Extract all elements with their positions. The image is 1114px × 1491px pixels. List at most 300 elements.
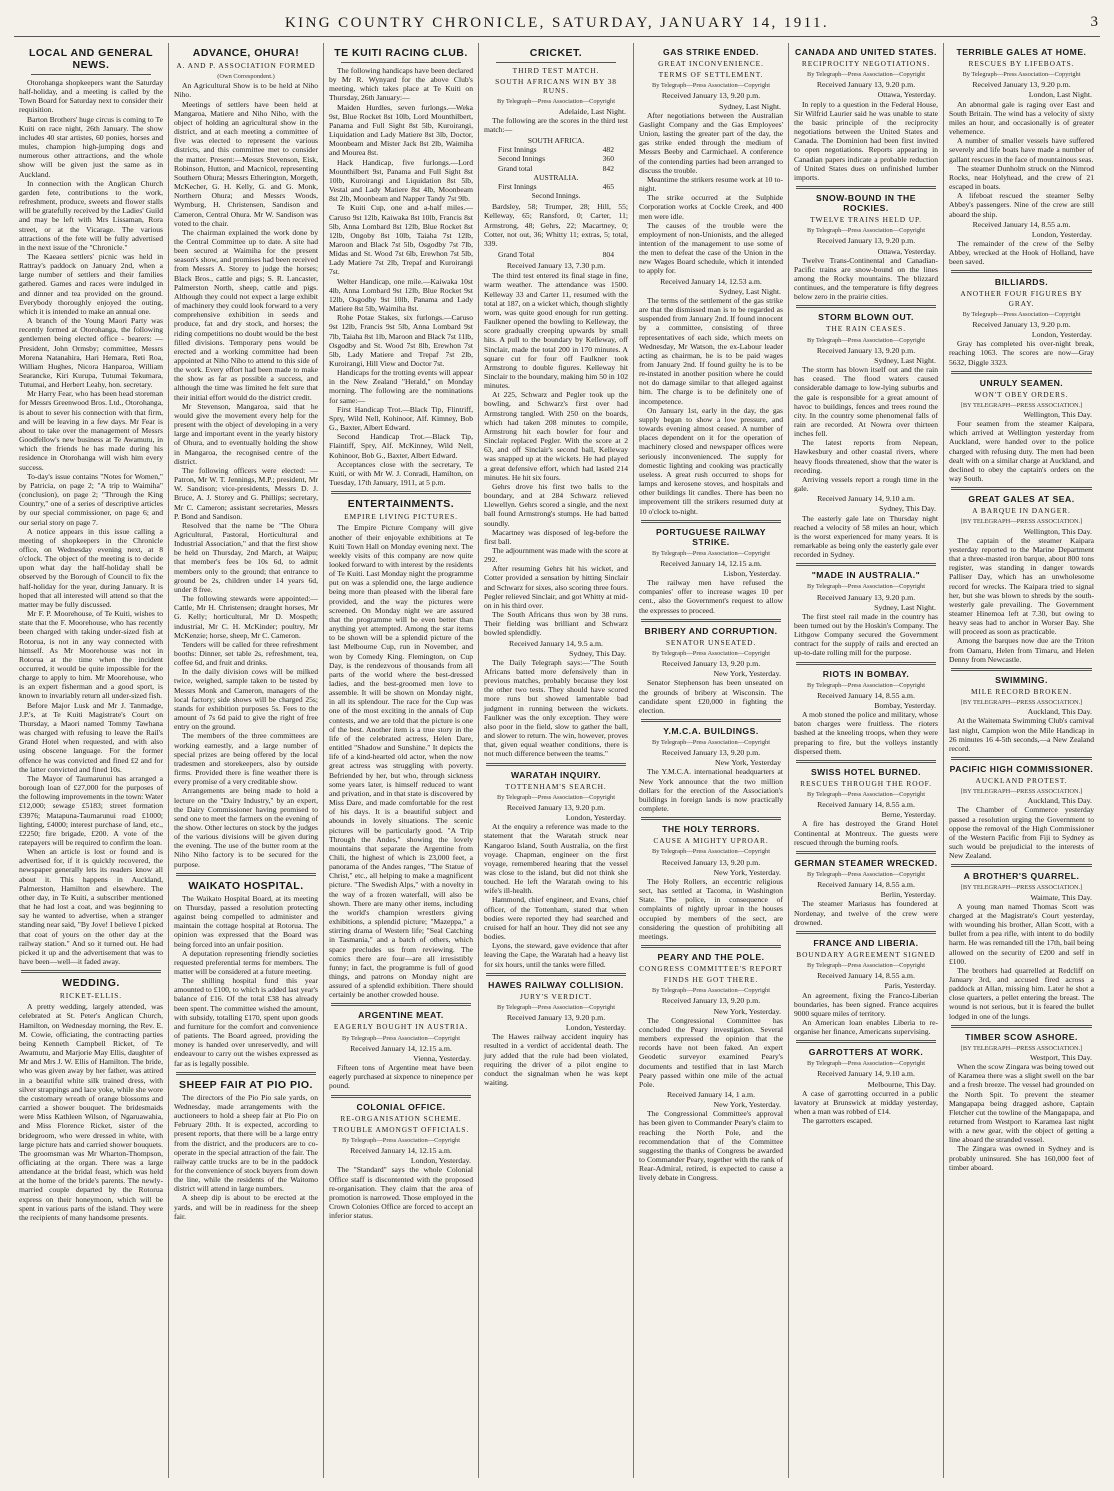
paragraph: Arriving vessels report a rough time in the gale. [794, 474, 938, 494]
paragraph: The following stewards were appointed:—Cattle, Mr H. Christensen; draught horses, Mr G. Kelly; horticultural, Mr D. Mospeth; industrial, Mr C. H. McKinder; poultry, Mr McKenzie; horse, sheep, Mr C. Cameron. [174, 594, 318, 640]
telegraph-credit: By Telegraph—Press Association—Copyright [651, 848, 770, 856]
divider [331, 491, 471, 494]
divider [641, 817, 781, 820]
received-line: Received January 13, 9.20 p.m. [972, 319, 1071, 329]
telegraph-credit: By Telegraph—Press Association—Copyright [806, 71, 925, 79]
paragraph: Mr Harry Fear, who has been head storeman for Messrs Greenwood Bros. Ltd., Otorohanga, is about to sever his connection with that firm, and will be leaving in a few days. Mr Fear is about to take over the management of Messrs Goodfellow's new business at Te Awamutu, in which the friends he has made during his residence in Otorohanga will wish him every success. [19, 389, 163, 472]
article-subheading: THIRD TEST MATCH. [512, 66, 600, 75]
received-line: Received January 14, 8.55 a.m. [817, 690, 915, 700]
dateline: New York, Yesterday. [713, 1100, 781, 1110]
correspondent-line: (Own Correspondent.) [217, 73, 275, 81]
article-heading: ARGENTINE MEAT. [358, 1010, 444, 1021]
score-value: 804 [602, 249, 614, 259]
article-heading: CRICKET. [529, 47, 583, 59]
article-subheading: THE RAIN CEASES. [826, 324, 906, 334]
divider [951, 371, 1092, 374]
received-line: Received January 14, 9.10 a.m. [817, 1069, 915, 1079]
column-3 [324, 43, 479, 1478]
received-line: Received January 13, 9.20 p.m. [506, 802, 606, 812]
dateline: London, Yesterday. [410, 1156, 471, 1166]
paragraph: Resolved that the name be "The Ohura Agricultural, Pastoral, Horticultural and Industrial Association," and that the first show be held on Thursday, 2nd March, at Waipu; that member's fees be 10s 6d, to admit members only to the ground; that entrance to ground be 2s, children under 14 years 6d, under 8 free. [174, 520, 318, 594]
paragraph: The Daily Telegraph says:—"The South Africans batted more defensively than in previous matches, probably because they lost the other two tests. They should have scored more runs but showed lamentable bad judgment in running between the wickets. Faulkner was the only exception. They were also poor in the field, slow to gather the ball, and slower to return. The win, however, proves that, given equal weather conditions, there is not much difference between the teams." [484, 657, 628, 759]
article-heading: WEDDING. [62, 977, 120, 990]
received-line: Received January 13, 7.30 p.m. [506, 261, 606, 271]
divider [176, 873, 316, 876]
paragraph: The South Africans thus won by 38 runs. Their fielding was brilliant and Schwarz bowled splendidly. [484, 610, 628, 638]
paragraph: An abnormal gale is raging over East and South Britain. The wind has a velocity of sixty miles an hour, and occasionally is of greater vehemence. [949, 99, 1094, 137]
article-heading: FRANCE AND LIBERIA. [813, 937, 919, 948]
paragraph: The brothers had quarrelled at Redcliff on January 3rd, and accused fired across a paddock at Allan, missing him. Later he shot a close quarters, a pellet entering the breast. The wound is not serious, but it is feared the bullet lodged in one of the lungs. [949, 965, 1094, 1021]
team-name: SOUTH AFRICA. [527, 136, 585, 146]
paragraph: Maiden Hurdles, seven furlongs.—Weka 9st, Blue Rocket 8st 10lb, Lord Mounthilbert, Panama and Full Sight 8st 5lb, Kuroirangi, Liquidation and Lady Matiere 8st 3lb, Doctor, Moonbeam and Mister Jack 8st 2lb, Waimiha and Mourea 8st. [329, 102, 473, 158]
received-line: Received January 13, 9.20 p.m. [661, 857, 761, 867]
paragraph: Hammond, chief engineer, and Evans, chief officer, of the Tottenham, stated that when bodies were reported they had searched and cruised for half an hour. They did not see any bodies. [484, 895, 628, 942]
columns [14, 43, 1100, 1478]
article-heading: PEARY AND THE POLE. [657, 951, 765, 962]
article-heading: SNOW-BOUND IN THE ROCKIES. [816, 193, 916, 214]
score-row [484, 182, 628, 191]
article-heading: A BROTHER'S QUARREL. [963, 871, 1080, 882]
article-heading: COLONIAL OFFICE. [356, 1101, 446, 1112]
dateline: Ottawa, Yesterday. [877, 90, 936, 100]
telegraph-credit: By Telegraph—Press Association—Copyright [341, 1034, 460, 1042]
paragraph: In the daily division cows will be milked twice, weighed, sample taken to be tested by Messrs Monk and Cameron, managers of the local factory; side shows will be charged 25s; stands for exhibition purposes 5s. Fees to the amount of 7s 6d paid to give the right of free entry on the ground. [174, 667, 318, 732]
article-subheading: RECIPROCITY NEGOTIATIONS. [801, 59, 931, 68]
divider [21, 970, 161, 973]
paragraph: Mr F. P. Moorehouse, of Te Kuiti, wishes to state that the F. Moorehouse, who has recently been charged with taking under-sized fish at Rotorua, is not in any way connected with himself. As Mr Moorehouse was not in Rotorua at the time when the incident occurred, it would be quite impossible for the charge to apply to him. Mr Moorehouse, who is an expert fisherman and a good sport, is known to invariably return all under-sized fish. [19, 609, 163, 701]
telegraph-credit: By Telegraph—Press Association—Copyright [806, 1060, 925, 1068]
received-line: Received January 13, 9.20 p.m. [816, 345, 916, 355]
article-heading: GREAT GALES AT SEA. [968, 494, 1075, 505]
telegraph-credit: By Telegraph—Press Association—Copyright [651, 549, 770, 557]
divider [641, 520, 781, 523]
divider [796, 851, 936, 854]
paragraph: Among the barques now due are the Triton from Oamaru, Helen from Timaru, and Helen Denny from Newcastle. [949, 636, 1094, 664]
paragraph: The terms of the settlement of the gas strike are that the dismissed man is to be regarded as suspended from January 2nd. If found innocent by a committee, consisting of three representatives of each side, which meets on Wednesday, Mr Watson, the ex-Labour leader acting as chairman, he is to be paid wages from January 2nd. If found guilty he is to be re-instated in another position where he could not do damage similar to that alleged against him. The charge is to be definitely one of incompetence. [639, 295, 783, 406]
paragraph: A sheep dip is about to be erected at the yards, and will be in readiness for the sheep fair. [174, 1193, 318, 1221]
paragraph: The chairman explained the work done by the Central Committee up to date. A site had been secured at Waimiha for the present season's show, and promises had been received from Messrs A. Storey to judge the horses; Black Bros., cattle and pigs; S. R. Lancaster, Palmerston North, sheep, cattle and pigs. Although they could not expect a large exhibit of machinery they could look forward to a very comprehensive exhibition in seeds and produce, fat and dry stock, and horses; the riding competitions no doubt would be the best filled divisions. Temporary pens would be erected and a working committee had been appointed at Niho Niho to attend to this side of the work. Every effort had been made to make the show as far as possible a success, and although the time was limited he felt sure that their initial effort would do the district credit. [174, 227, 318, 402]
paragraph: The latest reports from Nepean, Hawkesbury and other coastal rivers, where heavy floods threatened, show that the water is receding. [794, 438, 938, 475]
paragraph: A lifeboat rescued the steamer Selby Abbey's passengers. Nine of the crew are still aboard the ship. [949, 191, 1094, 219]
telegraph-credit: By Telegraph—Press Association—Copyright [806, 791, 925, 798]
divider [496, 62, 616, 63]
paragraph: The captain of the steamer Kaipara yesterday reported to the Marine Department that a three-masted iron barque, about 800 tons register, was standing in danger towards Palliser Day, which has an unwholesome record for wrecks. The Kaipara tried to signal her, but she was blown to shreds by the south-westerly gale prevailing. The Government steamer Hinemoa left at 7.30, but owing to heavy seas had to anchor in Worser Bay. She will proceed as soon as practicable. [949, 535, 1094, 637]
paragraph: The steamer Dunholm struck on the Nimrod Rocks, near Holyhead, and the crew of 21 escaped in boats. [949, 163, 1094, 192]
dateline: London, Yesterday. [1031, 330, 1092, 340]
scoreboard [484, 250, 628, 259]
article-heading: UNRULY SEAMEN. [979, 377, 1064, 388]
team-name: AUSTRALIA. [533, 172, 579, 182]
received-line: Received January 14, 8.55 a.m. [972, 219, 1071, 229]
score-value: 360 [602, 154, 614, 164]
article-heading: Y.M.C.A. BUILDINGS. [663, 726, 759, 736]
article-subheading: JURY'S VERDICT. [519, 991, 593, 1001]
dateline: Waimate, This Day. [1030, 892, 1092, 902]
dateline: New York, Yesterday. [713, 669, 781, 679]
article-subheading: SENATOR UNSEATED. [665, 637, 757, 647]
dateline: London, Yesterday. [565, 813, 626, 823]
score-value: 842 [602, 163, 614, 173]
telegraph-credit: [BY TELEGRAPH—PRESS ASSOCIATION.] [960, 518, 1083, 526]
telegraph-credit: By Telegraph—Press Association—Copyright [496, 98, 615, 106]
paragraph: In connection with the Anglican Church garden fete, contributions to the work, refreshment, produce, sweets and flower stalls will be gratefully received by the Ladies' Guild and may be left with Mrs Lissaman, Rora street, or at the Vicarage. The various attractions of the fete will be fully advertised in the next issue of the "Chronicle." [19, 178, 163, 252]
received-line: Received January 14, 12.15 a.m. [350, 1043, 452, 1053]
score-label: First Innings [498, 181, 537, 191]
paragraph: The directors of the Pio Pio sale yards, on Wednesday, made arrangements with the auctioneers to hold a sheep fair at Pio Pio on February 20th. It is expected, according to present reports, that there will be a large entry from the district, and the producers are to co-operate in the special attraction of the fair. The railway cattle trucks are to be in the paddock for the convenience of stock buyers from down the line, while the residents of the Waitomo district will attend in large numbers. [174, 1092, 318, 1194]
paragraph: The Mayor of Taumarunui has arranged a borough loan of £27,000 for the purposes of the following improvements in the town: Water £12,000; sewage £5183; street formation £3976; Matapuna-Taumarunui road £1000; lighting, £4000; interest purchase of land, etc., £2250; fire brigade, £200. A vote of the ratepayers will be required to confirm the loan. [19, 773, 163, 847]
divider [796, 305, 936, 308]
paragraph: Twelve Trans-Continental and Canadian-Pacific trains are snow-bound on the lines among the Rocky mountains. The blizzard continues, and the temperature is fifty degrees below zero in the prairie cities. [794, 255, 938, 302]
article-heading: WAIKATO HOSPITAL. [188, 879, 304, 892]
article-heading: GERMAN STEAMER WRECKED. [794, 857, 938, 868]
article-subheading: A BARQUE IN DANGER. [972, 506, 1071, 516]
paragraph: A fire has destroyed the Grand Hotel Continental at Montreux. The guests were rescued through the burning roofs. [794, 819, 938, 847]
paragraph: A young man named Thomas Scott was charged at the Magistrate's Court yesterday, with wounding his brother, Allan Scott, with a bullet from a pea rifle, with intent to do bodily harm. He was remanded till the 17th, bail being allowed on the security of £200 and self in £100. [949, 901, 1094, 966]
divider [796, 1040, 936, 1043]
divider [796, 563, 936, 566]
paragraph: The shilling hospital fund this year amounted to £100, to which is added last year's balance of £16. Of the total £38 has already been spent. The committee wished the amount, with subsidy, totalling £170, spent upon goods and furniture for the comfort and convenience of patients. The Board agreed, providing the money is handed over unreservedly, and will endeavour to carry out the wishes expressed as far as is legally possible. [174, 976, 318, 1068]
dateline: Melbourne, This Day. [867, 1079, 936, 1089]
dateline: Sydney, This Day. [569, 648, 626, 658]
dateline: Lisbon, Yesterday. [723, 568, 781, 578]
paragraph: The Congressional Committee's approval has been given to Commander Peary's claim to reaching the North Pole, and the recommendation that of the Committee suggesting the thanks of Congress be awarded to Commander Peary, together with the rank of Rear-Admiral, retired, is expected to cause a lively debate in Congress. [639, 1109, 783, 1183]
divider [331, 1095, 471, 1098]
paragraph: The easterly gale late on Thursday night reached a velocity of 58 miles an hour, which is the worst experienced for many years. It is remarkable as being only the easterly gale ever recorded in Sydney. [794, 513, 938, 560]
paragraph: Otorohanga shopkeepers want the Saturday half-holiday, and a meeting is called by the Town Board for Saturday next to consider their requisition. [19, 78, 163, 115]
paragraph: The Kaeaea settlers' picnic was held in Rattray's paddock on January 2nd, when a large number of settlers and their families gathered. Games and races were indulged in and dinner and tea provided on the ground. Everybody thoroughly enjoyed the outing, which it is intended to make an annual one. [19, 251, 163, 316]
divider [796, 186, 936, 189]
article-subheading: EMPIRE LIVING PICTURES. [344, 512, 458, 522]
dateline: Wellington, This Day. [1023, 410, 1092, 419]
dateline: Vienna, Yesterday. [413, 1053, 471, 1063]
article-subheading: TERMS OF SETTLEMENT. [658, 70, 764, 80]
dateline: London, Yesterday. [1031, 229, 1092, 239]
dateline: New York, Yesterday. [713, 1006, 781, 1016]
divider [951, 487, 1092, 490]
received-line: Received January 14, 8.55 a.m. [817, 880, 915, 890]
received-line: Received January 14, 12.15 a.m. [350, 1146, 452, 1156]
paragraph: Fifteen tons of Argentine meat have been eagerly purchased at sixpence to ninepence per pound. [329, 1063, 473, 1091]
article-subheading: RESCUES THROUGH THE ROOF. [800, 778, 932, 788]
article-heading: ENTERTAINMENTS. [347, 498, 455, 511]
paragraph: The Zingara was owned in Sydney and is probably uninsured. She has 160,000 feet of timber aboard. [949, 1144, 1094, 1172]
received-line: Received January 13, 9.20 p.m. [816, 592, 916, 602]
masthead [14, 14, 1100, 37]
score-label: Second Innings [498, 154, 546, 164]
paragraph: Arrangements are being made to hold a lecture on the "Dairy Industry," by an expert, the Dairy Commissioner having promised to send one to meet the farmers on the evening of the show. Other lectures on stock by the judges of the various divisions will be given during the evening. The use of the butter room at the Niho Niho factory is to be secured for the purpose. [174, 786, 318, 869]
dateline: Sydney, Last Night. [719, 286, 781, 296]
dateline: Sydney, Last Night. [874, 602, 936, 612]
telegraph-credit: By Telegraph—Press Association—Copyright [962, 310, 1081, 318]
article-subheading: ANOTHER FOUR FIGURES BY GRAY. [960, 289, 1083, 308]
divider [951, 668, 1092, 671]
score-row [484, 250, 628, 259]
received-line: Received January 14, 1 a.m. [666, 1090, 756, 1099]
paragraph: At the enquiry a reference was made to the statement that the Waratah struck near Kangaroo Island, South Australia, on the first voyage. Chapman, engineer on the first voyage, remembered hearing that the vessel was close to the island, but did not think she touched. He left the Waratah owing to his wife's ill-health. [484, 822, 628, 896]
paragraph: Meantime the strikers resume work at 10 to-night. [639, 174, 783, 194]
article-subheading: RICKET-ELLIS. [59, 991, 123, 1001]
telegraph-credit: By Telegraph—Press Association—Copyright [806, 681, 925, 689]
dateline: Ottawa, Yesterday. [877, 246, 936, 256]
paragraph: A number of smaller vessels have suffered severely and life boats have made a number of gallant rescues in the face of mountainous seas. [949, 136, 1094, 164]
divider [951, 1025, 1092, 1028]
dateline: Adelaide, Last Night. [558, 106, 626, 116]
paragraph: The adjournment was made with the score at 292. [484, 545, 629, 565]
paragraph: When an article is lost or found and is advertised for, if it is quickly recovered, the newspaper generally lets its readers know all about it. This happens in Auckland, Palmerston, Hamilton and elsewhere. The other day, in Te Kuiti, a subscriber mentioned that he had lost a coat, and was beginning to say he wanted to advertise, when a stranger standing near said, "By Jove! I believe I picked that coat of yours on the other day at the railway station." And so it turned out. He had picked it up and the advertisement that was to have been—well—it faded away. [19, 847, 163, 966]
dateline: London, Yesterday. [565, 1023, 626, 1033]
article-heading: SWIMMING. [995, 674, 1048, 685]
telegraph-credit: [BY TELEGRAPH—PRESS ASSOCIATION.] [960, 699, 1083, 707]
score-value: 482 [602, 145, 614, 155]
score-row [484, 145, 628, 154]
divider [641, 945, 781, 948]
paragraph: The Holy Rollers, an eccentric religious sect, has settled at Tacoma, in Washington State. The police, in consequence of complaints of nightly uproar in the houses occupied by members of the sect, are considering the question of prohibiting all meetings. [639, 876, 783, 941]
article-subheading: RE-ORGANISATION SCHEME. [340, 1113, 462, 1123]
divider [341, 62, 461, 63]
paragraph: The steamer Mariasus has foundered at Nordenay, and twelve of the crew were drowned. [794, 899, 938, 927]
divider [796, 662, 936, 665]
article-subheading: TOTTENHAM'S SEARCH. [505, 781, 607, 791]
received-line: Received January 13, 9.20 p.m. [661, 659, 761, 669]
article-heading: BRIBERY AND CORRUPTION. [644, 625, 778, 636]
dateline: Sydney, Last Night. [874, 355, 936, 365]
article-heading: GARROTTERS AT WORK. [808, 1047, 924, 1058]
score-label: First Innings [498, 145, 537, 155]
paragraph: After resuming Gehrs hit his wicket, and Cotter provided a sensation by hitting Sinclair and Schwarz for sixes, also scoring three fours. Pegler relieved Sinclair, and got Whitty at mid-on in his third over. [484, 564, 628, 610]
paragraph: The Chamber of Commerce yesterday passed a resolution urging the Government to oppose the removal of the High Commissioner of the Western Pacific from Fiji to Sydney as such would be prejudicial to the interests of New Zealand. [949, 805, 1094, 861]
divider [641, 619, 781, 622]
paragraph: The strike occurred at the Sulphide Corporation works at Cockle Creek, and 400 men were idle. [639, 193, 783, 221]
telegraph-credit: By Telegraph—Press Association—Copyright [806, 583, 925, 591]
telegraph-credit: [BY TELEGRAPH—PRESS ASSOCIATION.] [960, 401, 1083, 409]
dateline: Paris, Yesterday. [884, 981, 936, 991]
received-line: Received January 13, 9.20 p.m. [816, 236, 916, 246]
article-subheading: CAUSE A MIGHTY UPROAR. [653, 836, 769, 846]
dateline: Berne, Yesterday. [881, 810, 936, 820]
paragraph: The following officers were elected: —Patron, Mr W. T. Jennings, M.P.; president, Mr W. Sandison; vice-presidents, Messrs D. J. Bruce, A. J. Storey and G. Phillips; secretary, Mr C. Cameron; assistant secretaries, Messrs P. Bond and Sandison. [174, 465, 318, 521]
received-line: Received January 13, 9.20 p.m. [816, 80, 916, 90]
paragraph: Macartney was disposed of leg-before the first ball. [484, 527, 628, 546]
paragraph: In reply to a question in the Federal House, Sir Wilfrid Laurier said he was unable to state the basic principle of the reciprocity negotiations between the United States and Canada. The Dominion had been first invited to open negotiations. Reports appearing in Canadian papers indicate a probable reduction of United States dues on unfinished lumber imports. [794, 99, 938, 182]
received-line: Received January 14, 12.15 a.m. [660, 558, 762, 568]
paragraph: Mr Stevenson, Mangaroa, said that he would give the movement every help for the present with the object of developing in a very large and important event in the yearly history of Ohura, and to eventually holding the show in Mangaroa, the recognised centre of the district. [174, 401, 318, 466]
paragraph: A pretty wedding, largely attended, was celebrated at St. Peter's Anglican Church, Hamilton, on Wednesday morning, the Rev. E. M. Cowie, officiating, the contracting parties being Kenneth Campbell Ricket, of Te Awamutu, and Marjorie May Ellis, daughter of Mr and Mrs J. W. Ellis of Hamilton. The bride, who was given away by her father, was attired in a beautiful white silk trained dress, with silver strappings and lace yoke, while she wore the customary wreath of orange blossoms and carried a shower bouquet. The bridesmaids were Miss Kathleen Wilson, of Ngaruawahia, and Miss Florence Ricket, sister of the bridegroom, who were dressed in white, with large picture hats and carried shower bouquets. The groomsman was Mr Wharton-Thompson, officiating at the organ. There was a large attendance at the bridal feast, which was held at the home of the bride's parents. The newly-married couple departed by the Rotorua express on their honeymoon, which will be spent in various parts of the island. They were the recipients of many handsome presents. [19, 1002, 163, 1222]
score-row [484, 154, 628, 163]
article-heading: TE KUITI RACING CLUB. [334, 47, 468, 59]
column-7 [944, 43, 1099, 1478]
paragraph: The Hawes railway accident inquiry has resulted in a verdict of accidental death. The jury added that the rule had been violated, requiring the driver of a pilot engine to conduct the signalman when he was kept waiting. [484, 1032, 628, 1088]
article-heading: ADVANCE, OHURA! [192, 47, 300, 59]
paragraph: The railway men have refused the companies' offer to increase wages 10 per cent., also the Government's request to allow the expresses to proceed. [639, 578, 783, 615]
paragraph: The Y.M.C.A. international headquarters at New York announce that the two million dollars for the erection of the Association's buildings in foreign lands is now practically complete. [639, 767, 783, 814]
telegraph-credit: By Telegraph—Press Association—Copyright [651, 649, 770, 657]
paragraph: Bardsley, 58; Trumper, 28; Hill, 55; Kelleway, 65; Ransford, 0; Carter, 11; Armstrong, 48; Gehrs, 22; Macartney, 0; Cotter, not out, 36; Whitty 11; extras, 5; total, 339. [484, 202, 628, 248]
masthead-title: KING COUNTRY CHRONICLE, SATURDAY, JANUARY 14, 1911. [284, 15, 830, 31]
paragraph: Before Major Lusk and Mr J. Tanmadge, J.P.'s, at Te Kuiti Magistrate's Court on Thursday, a Maori named Tommy Tawhana was charged with refusing to leave the Rail's Grand Hotel when requested, and with also using obscene language. For the former offence he was convicted and fined £2 and for the latter convicted and fined 10s. [19, 700, 163, 774]
paragraph: The following handicaps have been declared by Mr R. Wynyard for the above Club's meeting, which takes place at Te Kuiti on Thursday, 26th January:— [329, 66, 473, 103]
column-4 [479, 43, 634, 1478]
paragraph: The causes of the trouble were the employment of non-Unionists, and the alleged intention of the management to use some of the men to defeat the case of the Union in the new Wages Board schedule, which it intended to apply for. [639, 220, 783, 276]
paragraph: Second Handicap Trot.—Black Tip, Flaintiff, Spry, Alf. McKinney, Wild Nell, Kohinoor, Bob G., Baxter, Albert Edward. [329, 432, 473, 460]
paragraph: A mob stoned the police and military, whose baton charges were fruitless. The rioters bashed at the kneeling troops, when they were preparing to fire, but the volleys instantly dispersed them. [794, 710, 938, 756]
paragraph: Handicaps for the trotting events will appear in the New Zealand "Herald," on Monday morning. The following are the nominations for same:— [329, 368, 473, 405]
dateline: Wellington, This Day. [1023, 526, 1092, 536]
dateline: Sydney, This Day. [879, 504, 936, 514]
paragraph: Gehrs drove his first two balls to the boundary, and at 284 Schwarz relieved Llewellyn. Gehrs scored a single, and the next ball found Armstrong's stumps. He had batted soundly. [484, 481, 628, 528]
received-line: Received January 13, 9.20 p.m. [661, 748, 761, 758]
divider [331, 1003, 471, 1006]
paragraph: The remainder of the crew of the Selby Abbey, wrecked at the Hook of Holland, have been saved. [949, 238, 1094, 267]
received-line: Received January 13, 9.20 p.m. [661, 996, 761, 1006]
article-heading: PORTUGUESE RAILWAY STRIKE. [656, 526, 766, 547]
divider [486, 763, 626, 766]
article-subheading: CONGRESS COMMITTEE'S REPORT [639, 963, 783, 973]
score-value: 465 [602, 181, 614, 191]
column-1 [14, 43, 169, 1478]
divider [796, 760, 936, 763]
paragraph: Welter Handicap, one mile.—Kaiwaka 10st 4lb, Anna Lombard 9st 12lb, Blue Rocket 9st 12lb, Osgodby 9st 10lb, Panama and Lady Matiere 8st 5lb, Waimiha 8st. [329, 276, 473, 314]
telegraph-credit: By Telegraph—Press Association—Copyright [806, 336, 925, 344]
article-heading: TIMBER SCOW ASHORE. [965, 1031, 1078, 1042]
dateline: Berlin, Yesterday. [880, 890, 936, 900]
dateline: New York, Yesterday [714, 758, 781, 768]
paragraph: When the scow Zingara was being towed out of Karamea there was a slight swell on the bar and a fresh breeze. The vessel had grounded on the North Spit. To prevent the steamer Mangapapa being dragged ashore, Captain Fletcher cut the towline of the Mangapapa, and returned from Westport to Karamea last night with a new gear, with the object of getting a line aboard the stranded vessel. [949, 1062, 1094, 1145]
paragraph: The following are the scores in the third test match:— [484, 115, 628, 134]
paragraph: The Waikato Hospital Board, at its meeting on Thursday, passed a resolution protecting against being compelled to administer and maintain the cottage hospital at Rotorua. The opinion was expressed that the Board was being forced into an unfair position. [174, 893, 318, 949]
telegraph-credit: By Telegraph—Press Association—Copyright [806, 870, 925, 878]
telegraph-credit: [BY TELEGRAPH—PRESS ASSOCIATION.] [960, 788, 1083, 796]
dateline: Auckland, This Day. [1027, 707, 1092, 717]
paragraph: The first steel rail made in the country has been turned out by the Hoskin's Company. The Lithgow Company secured the Government contract for the supply of rails and erected an up-to-date rolling mill for the purpose. [794, 611, 938, 658]
received-line: Received January 14, 8.55 a.m. [817, 971, 915, 981]
telegraph-credit: By Telegraph—Press Association—Copyright [806, 962, 925, 970]
article-subheading: BOUNDARY AGREEMENT SIGNED [796, 949, 936, 959]
scoreboard [484, 136, 628, 200]
telegraph-credit: By Telegraph—Press Association—Copyright [806, 227, 925, 235]
article-heading: PACIFIC HIGH COMMISSIONER. [949, 764, 1094, 774]
score-label: Grand total [498, 163, 533, 173]
score-label: Grand Total [498, 249, 535, 259]
article-subheading: FINDS HE GOT THERE. [663, 975, 759, 985]
received-line: Received January 13, 9.20 p.m. [972, 80, 1071, 90]
article-heading: BILLIARDS. [994, 277, 1049, 288]
telegraph-credit: By Telegraph—Press Association—Copyright [962, 71, 1081, 79]
article-subheading: TROUBLE AMONGST OFFICIALS. [332, 1124, 470, 1134]
article-subheading: MILE RECORD BROKEN. [970, 686, 1073, 696]
paragraph: The members of the three committees are working earnestly, and a large number of special prizes are being offered by the local tradesmen and storekeepers, also by outside firms. Provided there is fine weather there is every promise of a very creditable show. [174, 731, 318, 787]
paragraph: A deputation representing friendly societies requested preferential terms for members. The matter will be considered at a future meeting. [174, 948, 318, 976]
paragraph: An American loan enables Liberia to re-organise her finance, Americans supervising. [794, 1017, 938, 1037]
telegraph-credit: By Telegraph—Press Association—Copyright [496, 793, 615, 801]
article-heading: RIOTS IN BOMBAY. [822, 668, 910, 679]
paragraph: Tenders will be called for three refreshment booths: Dinner, set table 2s, refreshment, tea, coffee 6d, and fruit and drinks. [174, 639, 318, 668]
paragraph: Te Kuiti Cup, one and a-half miles.—Caruso 9st 12lb, Kaiwaka 8st 10lb, Francis 8st 5lb, Anna Lombard 8st 12lb, Blue Rocket 8st 12lb, Ongoby 8st 10lb, Taiaha 7st 12lb, Maroon and Black 7st 5lb, Osgodby 7st 7lb, Midas and St. Wood 7st 6lb, Erewhon 7st 5lb, Lady Matiere 7st 2lb, Trepaf and Kuroirangi 7st. [329, 203, 473, 277]
paragraph: A branch of the Young Maori Party was recently formed at Otorohanga, the following gentlemen being elected office - bearers: — President, John Ormsby; committee, Messrs Morena Natanahira, Hari Hemara, Reti Roa, William Hughes, Nicora Hanparoa, William Searancke, Kiri Kurupa, Tutumai Tekumara, Tutumai, and Herbert Leahy, hon. secretary. [19, 316, 163, 390]
article-subheading: RESCUES BY LIFEBOATS. [968, 59, 1075, 68]
received-line: Received January 13, 9.20 p.m. [506, 1013, 606, 1022]
divider [31, 74, 151, 75]
paragraph: The Congressional Committee has concluded the Peary investigation. Several members expressed the opinion that the records have not been faked. An expert Geodetic surveyor examined Peary's documents and testified that in last March Peary passed within one mile of the actual Pole. [639, 1015, 783, 1089]
telegraph-credit: By Telegraph—Press Association—Copyright [651, 987, 770, 995]
divider [486, 973, 626, 976]
dateline: Auckland, This Day. [1027, 796, 1092, 806]
column-5 [634, 43, 789, 1478]
paragraph: Hack Handicap, five furlongs.—Lord Mounthilbert 9st, Panama and Full Sight 8st 10lb, Kuroirangi and Liquidation 8st 5lb, Vestal and Lady Matiere 8st 4lb, Moonbeam 8st 2lb, Moonbeam and Napper Tandy 7st 9lb. [329, 157, 473, 204]
paragraph: To-day's issue contains "Notes for Women," by Patricia, on page 2; "A trip to Waimiha" (conclusion), on page 2; "Through the King Country," one of a series of descriptive articles by our special commissioner, on page 6; and our serial story on page 7. [19, 471, 163, 527]
dateline: Sydney, Last Night. [719, 101, 781, 111]
article-heading: "MADE IN AUSTRALIA." [811, 570, 921, 581]
received-line: Received January 14, 8.55 a.m. [817, 800, 915, 810]
paragraph: Lyons, the steward, gave evidence that after leaving the Cape, the Waratah had a heavy list for six hours, until the tanks were filled. [484, 941, 628, 969]
paragraph: Four seamen from the steamer Kaipara, which arrived at Wellington yesterday from Auckland, were handed over to the police charged with refusing duty. The men had been dealt with on a similar charge at Auckland, and declined to obey the captain's orders on the way South. [949, 419, 1094, 484]
dateline: Bombay, Yesterday. [874, 700, 936, 710]
score-row [484, 164, 628, 173]
paragraph: The Empire Picture Company will give another of their enjoyable exhibitions at Te Kuiti Town Hall on Monday evening next. The weekly visits of this company are now quite looked forward to with interest by the residents of Te Kuiti. Last Monday night the programme put on was a splendid one, the large audience being more than pleased with the liberal fare provided, and the way the pictures were screened. On Monday night we are assured that the programme will be even better than anything yet attempted. Among the star items to be shown will be a splendid picture of the last Melbourne Cup, run in November, and won by Comedy King. Flemington, on Cup Day, is the rendezvous of thousands from all parts of the world where the best-dressed ladies, and the best-groomed men love to assemble. It will be shown on Monday night, in all its splendour. The race for the Cup was one of the most exciting in the annals of Cup contests, and we are told that the picture is one of the best. Another item is a true story in the life of the celebrated actress, Helen Dare, entitled "Shadow and Sunshine." It depicts the life of a kind-hearted old actor, when the now great actress was struggling with poverty. Befriended by her, but who, through sickness some years later, is himself reduced to want and privation, and in that state is discovered by Miss Dare, and made comfortable for the rest of his days. It is a beautiful subject and abounds in lovely situations. The scenic pictures will be particularly good. "A Trip Through the Andes," showing the lovely mountains that separate the Argentine from Chili, the highest of which is 23,000 feet, a panorama of the Andes ranges, "The Statue of Christ," etc., all helping to make a magnificent picture. "The Swedish Alps," with a novelty in the way of a frozen waterfall, will also be shown. There are many other items, including the world's champion wrestlers giving exhibitions, a splendid picture; "Mazeppa," a stirring drama of Western life; "Seal Catching in Tasmania," and a batch of others, which space precludes us from reviewing. The comics there are four—are all irresistibly funny; in fact, the programme is full of good things, and patrons on Monday night are assured of a splendid exhibition. There should certainly be another crowded house. [329, 523, 473, 1000]
paragraph: Barton Brothers' huge circus is coming to Te Kuiti on race night, 26th January. The show includes 40 star artistes, 60 ponies, horses and mules, champion high-jumping dogs and numerous other attractions, and the whole show will be given just the same as in Auckland. [19, 114, 163, 179]
column-6 [789, 43, 944, 1478]
paragraph: Acceptances close with the secretary, Te Kuiti, or with Mr W. J. Conradi, Hamilton, on Tuesday, 17th January, 1911, at 5 p.m. [329, 459, 473, 488]
paragraph: A notice appears in this issue calling a meeting of shopkeepers in the Chronicle office, on Wednesday evening next, at 8 o'clock. The object of the meeting is to decide upon what day the half-holiday shall be observed by the Borough of Council to fix the half-holiday for the year, during January. It is hoped that all interested will attend so that the matter may be fully discussed. [19, 526, 163, 609]
paragraph: The garrotters escaped. [802, 1116, 873, 1126]
article-heading: STORM BLOWN OUT. [818, 312, 914, 323]
article-subheading: SOUTH AFRICANS WIN BY 38 RUNS. [495, 77, 617, 96]
article-subheading: WON'T OBEY ORDERS. [974, 389, 1069, 399]
paragraph: On January 1st, early in the day, the gas supply began to show a low pressure, and towards evening almost ceased. A number of places dependent on it for the operation of machinery closed and newspaper offices were seriously inconvenienced. The supply for domestic lighting and cooking was practically useless. A great rush occurred to shops for lamps and kerosene stoves, and hospitals and other buildings lit candles. There has been no improvement till the strikers resumed duty at 10 o'clock to-night. [639, 405, 783, 516]
paragraph: Senator Stephenson has been unseated on the grounds of bribery at Wisconsin. The candidate spent £20,000 in fighting the election. [639, 678, 783, 715]
telegraph-credit: [BY TELEGRAPH—PRESS ASSOCIATION.] [960, 884, 1083, 892]
paragraph: The third test entered its final stage in fine, warm weather. The attendance was 1500. Kelleway 33 and Carter 11, resumed with the total at 187, on a wicket which, though slightly worn, was quite good enough for run getting. Faulkner opened the bowling to Kelleway, the score gradually creeping upwards by small hits. A pull to the boundary by Kelleway, off Sinclair, made the total 200 in 170 minutes. A square cut for four off Faulkner took Armstrong to double figures. Kelleway hit Sinclair to the boundary, making him 50 in 102 minutes. [484, 271, 628, 391]
article-heading: TERRIBLE GALES AT HOME. [956, 47, 1087, 57]
received-line: Received January 14, 9.10 a.m. [817, 494, 915, 504]
article-subheading: A. AND P. ASSOCIATION FORMED [176, 61, 316, 70]
received-line: Received January 14, 12.53 a.m. [660, 276, 762, 286]
telegraph-credit: By Telegraph—Press Association—Copyright [341, 1136, 460, 1144]
divider [951, 864, 1092, 867]
divider [176, 1072, 316, 1075]
telegraph-credit: By Telegraph—Press Association—Copyright [651, 82, 770, 90]
paragraph: A case of garrotting occurred in a public lavatory at Brunswick at midday yesterday, when a man was robbed of £14. [794, 1088, 938, 1117]
innings-label: Second Innings. [531, 191, 581, 201]
received-line: Received January 14, 9.5 a.m. [509, 638, 603, 648]
divider [951, 270, 1092, 273]
article-heading: THE HOLY TERRORS. [662, 824, 760, 835]
paragraph: After negotiations between the Australian Gaslight Company and the Gas Employees' Union, lasting the greater part of the day, the gas strike ended through the medium of Messrs Beeby and Carmichael. A conference of the contending parties had been arranged to discuss the trouble. [639, 110, 783, 175]
divider [796, 931, 936, 934]
divider [641, 719, 781, 722]
page-number: 3 [1090, 14, 1098, 30]
article-heading: GAS STRIKE ENDED. [663, 47, 759, 57]
divider [951, 757, 1092, 760]
paragraph: First Handicap Trot.—Black Tip, Flintriff, Spry, Wild Nell, Kohinoor, Alf. Kimney, Bob G., Baxter, Albert Edward. [329, 404, 473, 433]
paragraph: Meetings of settlers have been held at Mangaroa, Matiere and Niho Niho, with the object of holding an agricultural show in the district, and at each meeting a committee of five was elected to represent the various districts, and this committee met to consider the matter. Present:—Messrs Stevenson, Eisk, Robinson, Hutton, and Macnicol, representing Southern Ohura; Messrs Etherington, Morgeth, McKecher, G. H. Kelly, G. and G. Monk, Northern Ohura; and Messrs Woods, Wymburg, H. Christensen, Sandison and Cameron, Central Ohura. Mr W. Sandison was voted to the chair. [174, 99, 318, 228]
paragraph: Rohe Potae Stakes, six furlongs.—Caruso 9st 12lb, Francis 9st 5lb, Anna Lombard 9st 7lb, Taiaha 8st 1lb, Maroon and Black 7st 11lb, Osgodby and St. Wood 7st 8lb, Erewhon 7st 5lb, Lady Matiere and Trepaf 7st 2lb, Kuroirangi, Hill View and Doctor 7st. [329, 313, 473, 368]
paragraph: The storm has blown itself out and the rain has ceased. The flood waters caused considerable damage to low-lying suburbs and the gale is responsible for a great amount of havoc to buildings, fences and trees round the city. In the country some phenomenal falls of rain are recorded. At Nowra over thirteen inches fell. [794, 365, 938, 439]
article-heading: LOCAL AND GENERAL NEWS. [29, 47, 153, 71]
telegraph-credit: By Telegraph—Press Association—Copyright [651, 739, 770, 746]
article-heading: WARATAH INQUIRY. [511, 769, 601, 780]
dateline: New York, Yesterday. [713, 867, 781, 877]
article-heading: CANADA AND UNITED STATES. [795, 47, 937, 57]
paragraph: An agreement, fixing the Franco-Liberian boundaries, has been signed. France acquires 9000 square miles of territory. [794, 990, 938, 1018]
article-heading: HAWES RAILWAY COLLISION. [488, 979, 624, 990]
telegraph-credit: [BY TELEGRAPH—PRESS ASSOCIATION.] [960, 1044, 1083, 1052]
article-heading: SHEEP FAIR AT PIO PIO. [179, 1078, 313, 1091]
telegraph-credit: By Telegraph—Press Association—Copyright [496, 1003, 615, 1011]
dateline: London, Last Night. [1028, 90, 1092, 100]
paragraph: At the Waitemata Swimming Club's carnival last night, Campion won the Mile Handicap in 26 minutes 16 4-5th seconds,—a New Zealand record. [949, 716, 1094, 753]
paragraph: An Agricultural Show is to be held at Niho Niho. [174, 81, 318, 100]
received-line: Received January 13, 9.20 p.m. [661, 91, 761, 101]
